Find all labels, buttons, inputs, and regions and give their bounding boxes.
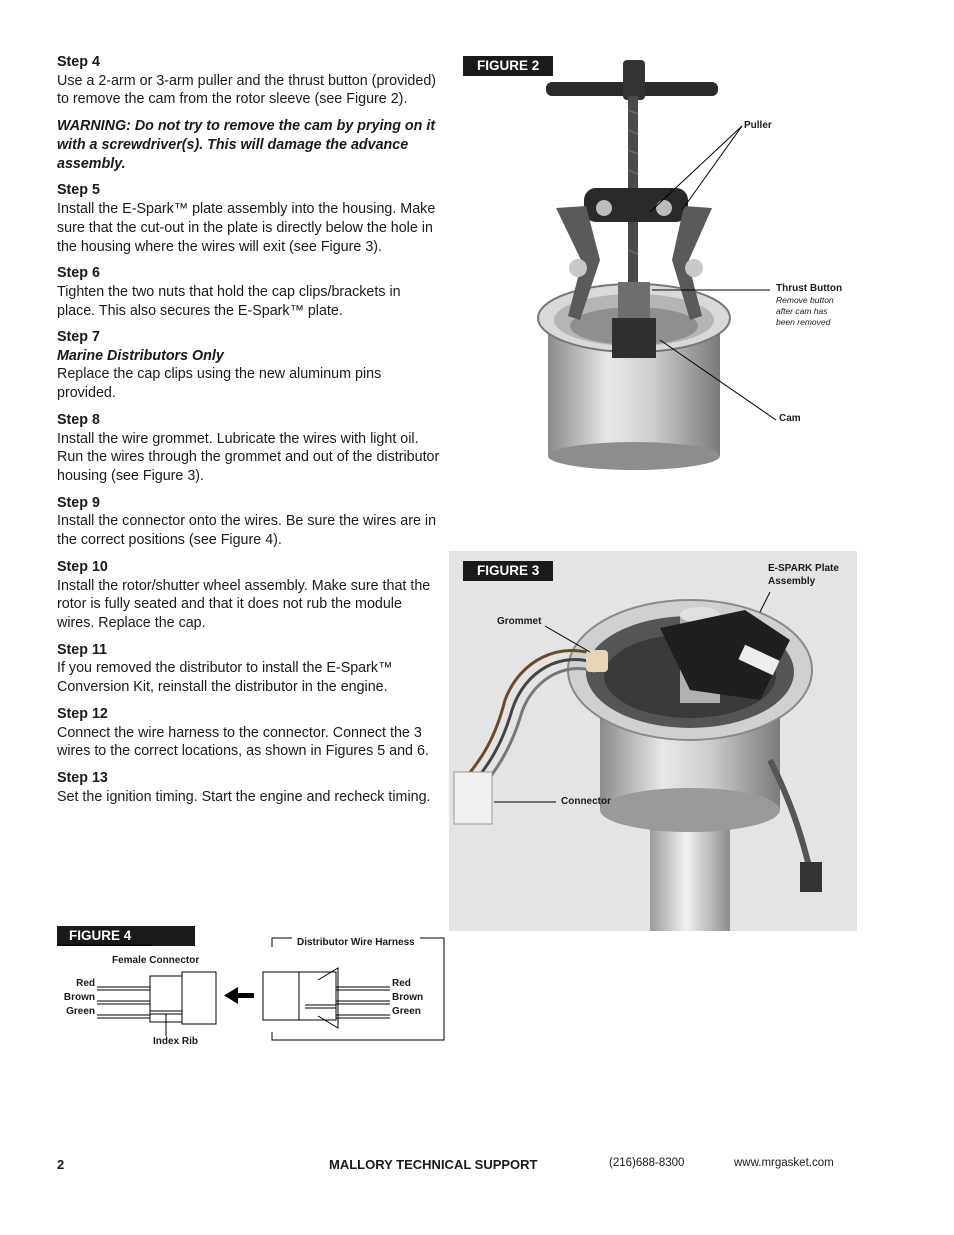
- footer-title: MALLORY TECHNICAL SUPPORT: [329, 1157, 538, 1172]
- warning-text: WARNING: Do not try to remove the cam by prying on it with a screwdriver(s). This will damage the advance assembly.: [57, 118, 436, 172]
- connector-callout: Connector: [561, 796, 611, 807]
- wire-label-green: Green: [392, 1006, 421, 1017]
- figure-2-label: FIGURE 2: [463, 56, 553, 76]
- female-connector-label: Female Connector: [112, 955, 200, 966]
- thrust-button-callout: Thrust Button: [776, 283, 843, 294]
- step-title: Step 5: [57, 182, 100, 199]
- step-text: Install the connector onto the wires. Be sure the wires are in the correct positions (see Figure 4).: [57, 513, 437, 549]
- puller-callout: Puller: [744, 120, 772, 131]
- thrust-button-note: after cam has: [776, 306, 828, 316]
- step-text: Replace the cap clips using the new aluminum pins provided.: [57, 366, 382, 402]
- figure-3-label: FIGURE 3: [463, 561, 553, 581]
- left-arrow-icon: [224, 987, 254, 1004]
- step-subtitle: Marine Distributors Only: [57, 347, 224, 364]
- step-text: Connect the wire harness to the connector. Connect the 3 wires to the correct locations, as shown in Figures 5 and 6.: [57, 724, 429, 760]
- wire-label-green: Green: [66, 1006, 95, 1017]
- harness-label: Distributor Wire Harness: [297, 937, 415, 948]
- step-text: Install the E-Spark™ plate assembly into the housing. Make sure that the cut-out in the plate is directly below the hole in the housing where the wires will exit (see Figure 3).: [57, 200, 436, 255]
- thrust-button-note: been removed: [776, 317, 831, 327]
- plate-callout: E-SPARK Plate: [768, 563, 839, 574]
- wire-label-red: Red: [76, 978, 95, 989]
- wire-label-brown: Brown: [63, 992, 95, 1003]
- harness-bracket: [272, 938, 292, 947]
- male-connector: [263, 968, 390, 1028]
- step-title: Step 6: [57, 265, 100, 282]
- step-title: Step 8: [57, 412, 100, 429]
- female-connector: [97, 972, 216, 1036]
- step-title: Step 4: [57, 54, 100, 70]
- step-title: Step 9: [57, 494, 100, 511]
- page-number: 2: [57, 1157, 65, 1172]
- step-title: Step 11: [57, 641, 108, 658]
- cam-callout: Cam: [779, 413, 801, 424]
- footer-url[interactable]: www.mrgasket.com: [734, 1157, 834, 1169]
- step-title: Step 13: [57, 770, 108, 787]
- step-text: If you removed the distributor to install the E-Spark™ Conversion Kit, reinstall the distributor in the engine.: [57, 660, 393, 696]
- wire-label-brown: Brown: [392, 992, 424, 1003]
- wire-label-red: Red: [392, 978, 411, 989]
- step-title: Step 10: [57, 559, 108, 576]
- step-text: Tighten the two nuts that hold the cap clips/brackets in place. This also secures the E-Spark™ plate.: [57, 283, 401, 319]
- index-rib-label: Index Rib: [153, 1036, 199, 1047]
- step-title: Step 12: [57, 706, 108, 723]
- thrust-button-note: Remove button: [776, 295, 834, 305]
- grommet-callout: Grommet: [497, 616, 542, 627]
- step-text: Set the ignition timing. Start the engine and recheck timing.: [57, 788, 431, 805]
- plate-callout: Assembly: [768, 576, 816, 587]
- step-title: Step 7: [57, 329, 100, 346]
- step-text: Install the wire grommet. Lubricate the wires with light oil. Run the wires through the grommet and out of the distributor housing (see Figure 3).: [57, 430, 440, 485]
- step-text: Install the rotor/shutter wheel assembly. Make sure that the rotor is fully seated and that it does not rub the module wires. Replace the cap.: [57, 577, 431, 632]
- footer-phone: (216)688-8300: [609, 1157, 685, 1169]
- step-text: Use a 2-arm or 3-arm puller and the thrust button (provided) to remove the cam from the rotor sleeve (see Figure 2).: [57, 72, 437, 108]
- figure-4-label: FIGURE 4: [57, 926, 195, 946]
